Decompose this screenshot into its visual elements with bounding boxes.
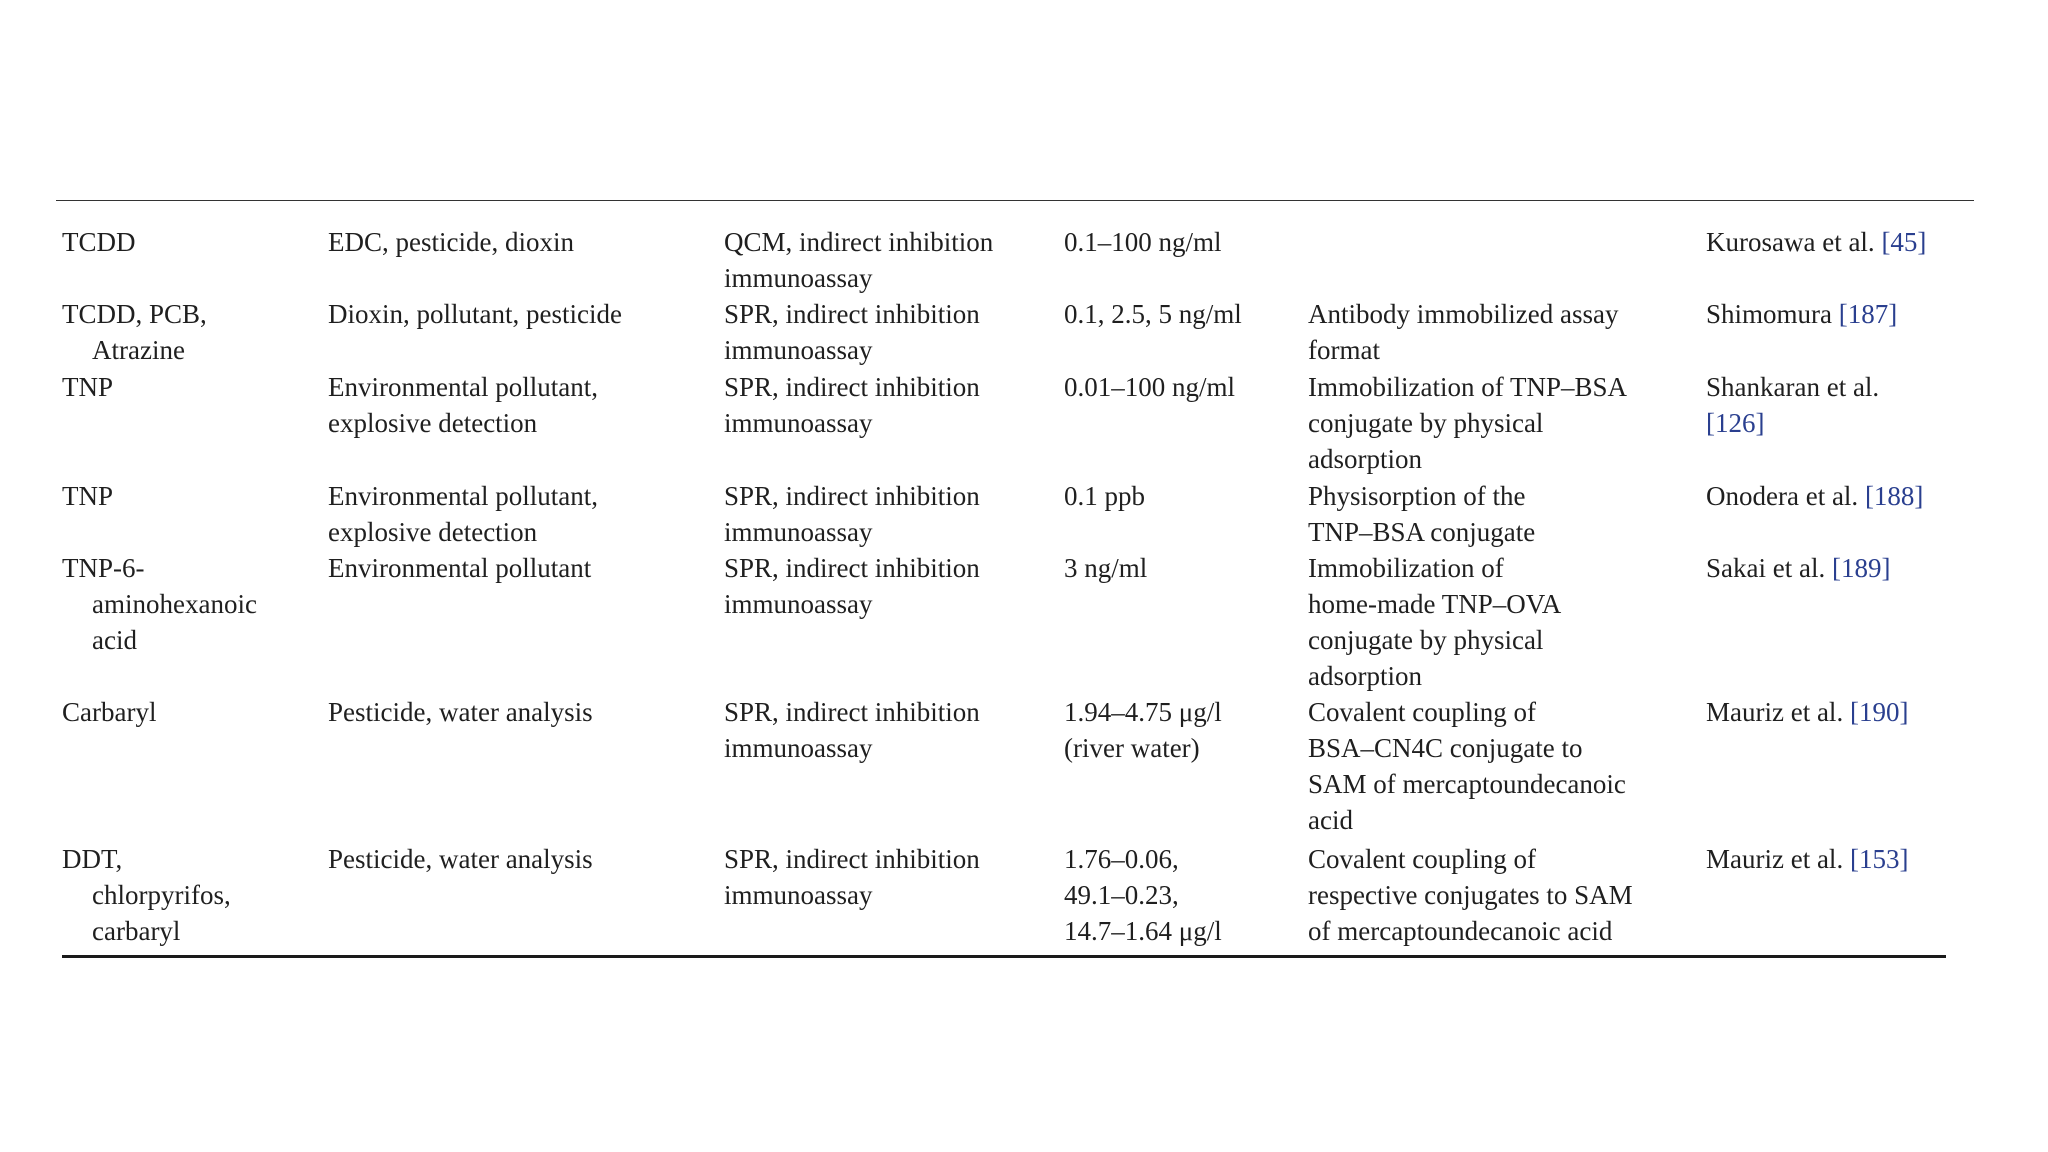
cell-line: TNP-6- — [62, 553, 145, 583]
cell-line: SPR, indirect inhibition — [724, 697, 980, 727]
cell-range — [1064, 369, 1235, 405]
cell-application — [328, 296, 622, 332]
cell-line: respective conjugates to SAM — [1308, 880, 1633, 910]
reference-author: Shimomura — [1706, 299, 1832, 329]
cell-method — [724, 224, 993, 296]
cell-line: 0.1 ppb — [1064, 481, 1145, 511]
cell-line: TCDD — [62, 227, 136, 257]
cell-line: SPR, indirect inhibition — [724, 372, 980, 402]
cell-reference — [1706, 369, 1879, 441]
cell-method — [724, 841, 980, 913]
citation-link[interactable]: [189] — [1831, 553, 1891, 583]
cell-line: 14.7–1.64 μg/l — [1064, 916, 1222, 946]
cell-range — [1064, 550, 1147, 586]
reference-author: Kurosawa et al. — [1706, 227, 1875, 257]
cell-line: 1.94–4.75 μg/l — [1064, 697, 1222, 727]
reference-author: Onodera et al. — [1706, 481, 1859, 511]
cell-line: Environmental pollutant, — [328, 481, 598, 511]
cell-line: Environmental pollutant, — [328, 372, 598, 402]
cell-line: SPR, indirect inhibition — [724, 844, 980, 874]
cell-analyte — [62, 694, 156, 730]
cell-method — [724, 694, 980, 766]
cell-line: carbaryl — [92, 916, 181, 946]
cell-line: (river water) — [1064, 733, 1200, 763]
cell-line: BSA–CN4C conjugate to — [1308, 733, 1583, 763]
cell-line: acid — [92, 625, 137, 655]
cell-range — [1064, 224, 1222, 260]
cell-application — [328, 841, 593, 877]
citation-link[interactable]: [126] — [1706, 408, 1765, 438]
reference-author: Mauriz et al. — [1706, 697, 1844, 727]
cell-line: SAM of mercaptoundecanoic — [1308, 769, 1626, 799]
cell-line: immunoassay — [724, 335, 873, 365]
cell-line: Carbaryl — [62, 697, 157, 727]
cell-line: 3 ng/ml — [1064, 553, 1148, 583]
cell-immobilization — [1308, 369, 1627, 477]
cell-reference — [1706, 550, 1890, 586]
cell-application — [328, 369, 598, 441]
cell-line: immunoassay — [724, 263, 873, 293]
table-top-rule — [56, 200, 1974, 201]
cell-line: explosive detection — [328, 408, 538, 438]
cell-immobilization — [1308, 841, 1633, 949]
cell-analyte — [62, 478, 113, 514]
cell-line: home-made TNP–OVA — [1308, 589, 1562, 619]
cell-range — [1064, 296, 1242, 332]
cell-line: Dioxin, pollutant, pesticide — [328, 299, 622, 329]
citation-link[interactable]: [153] — [1849, 844, 1909, 874]
reference-author: Shankaran et al. — [1706, 372, 1880, 402]
cell-line: SPR, indirect inhibition — [724, 299, 980, 329]
cell-range — [1064, 841, 1222, 949]
cell-reference — [1706, 478, 1923, 514]
cell-line: Atrazine — [92, 335, 185, 365]
table-bottom-rule — [62, 955, 1946, 958]
cell-line: Pesticide, water analysis — [328, 844, 593, 874]
cell-immobilization — [1308, 550, 1561, 694]
cell-line: Covalent coupling of — [1308, 697, 1536, 727]
cell-line: Physisorption of the — [1308, 481, 1526, 511]
reference-author: Mauriz et al. — [1706, 844, 1844, 874]
cell-line: immunoassay — [724, 517, 873, 547]
cell-immobilization — [1308, 478, 1535, 550]
reference-author: Sakai et al. — [1706, 553, 1826, 583]
cell-application — [328, 694, 593, 730]
cell-line: format — [1308, 335, 1380, 365]
citation-link[interactable]: [45] — [1881, 227, 1927, 257]
cell-reference — [1706, 224, 1926, 260]
cell-line: immunoassay — [724, 408, 873, 438]
cell-line: Covalent coupling of — [1308, 844, 1536, 874]
cell-application — [328, 550, 591, 586]
cell-analyte — [62, 224, 136, 260]
cell-line: TNP–BSA conjugate — [1308, 517, 1536, 547]
cell-line: immunoassay — [724, 589, 873, 619]
cell-line: 49.1–0.23, — [1064, 880, 1179, 910]
cell-line: 0.01–100 ng/ml — [1064, 372, 1236, 402]
cell-reference — [1706, 296, 1897, 332]
cell-line: conjugate by physical — [1308, 408, 1544, 438]
cell-method — [724, 550, 980, 622]
cell-reference — [1706, 694, 1908, 730]
cell-application — [328, 224, 574, 260]
cell-line: explosive detection — [328, 517, 538, 547]
cell-range — [1064, 694, 1222, 766]
cell-line: aminohexanoic — [92, 589, 257, 619]
cell-line: TNP — [62, 372, 114, 402]
cell-line: conjugate by physical — [1308, 625, 1544, 655]
cell-line: QCM, indirect inhibition — [724, 227, 994, 257]
cell-analyte — [62, 550, 257, 658]
cell-line: adsorption — [1308, 661, 1422, 691]
cell-range — [1064, 478, 1145, 514]
cell-immobilization — [1308, 296, 1618, 368]
cell-method — [724, 296, 980, 368]
cell-line: 0.1, 2.5, 5 ng/ml — [1064, 299, 1242, 329]
cell-line: Environmental pollutant — [328, 553, 592, 583]
citation-link[interactable]: [188] — [1864, 481, 1924, 511]
cell-reference — [1706, 841, 1908, 877]
cell-analyte — [62, 296, 207, 368]
cell-immobilization — [1308, 694, 1626, 838]
cell-line: 0.1–100 ng/ml — [1064, 227, 1222, 257]
cell-line: adsorption — [1308, 444, 1422, 474]
cell-line: immunoassay — [724, 733, 873, 763]
cell-line: Pesticide, water analysis — [328, 697, 593, 727]
cell-line: chlorpyrifos, — [92, 880, 231, 910]
cell-method — [724, 369, 980, 441]
cell-line: SPR, indirect inhibition — [724, 481, 980, 511]
cell-line: Immobilization of — [1308, 553, 1504, 583]
cell-line: immunoassay — [724, 880, 873, 910]
cell-line: Immobilization of TNP–BSA — [1308, 372, 1628, 402]
cell-analyte — [62, 369, 113, 405]
cell-line: Antibody immobilized assay — [1308, 299, 1619, 329]
citation-link[interactable]: [190] — [1849, 697, 1909, 727]
cell-line: EDC, pesticide, dioxin — [328, 227, 574, 257]
cell-line: 1.76–0.06, — [1064, 844, 1179, 874]
citation-link[interactable]: [187] — [1838, 299, 1898, 329]
cell-line: of mercaptoundecanoic acid — [1308, 916, 1613, 946]
cell-analyte — [62, 841, 231, 949]
cell-line: TNP — [62, 481, 114, 511]
cell-method — [724, 478, 980, 550]
cell-line: SPR, indirect inhibition — [724, 553, 980, 583]
cell-line: DDT, — [62, 844, 123, 874]
cell-line: TCDD, PCB, — [62, 299, 207, 329]
cell-application — [328, 478, 598, 550]
cell-line: acid — [1308, 805, 1353, 835]
